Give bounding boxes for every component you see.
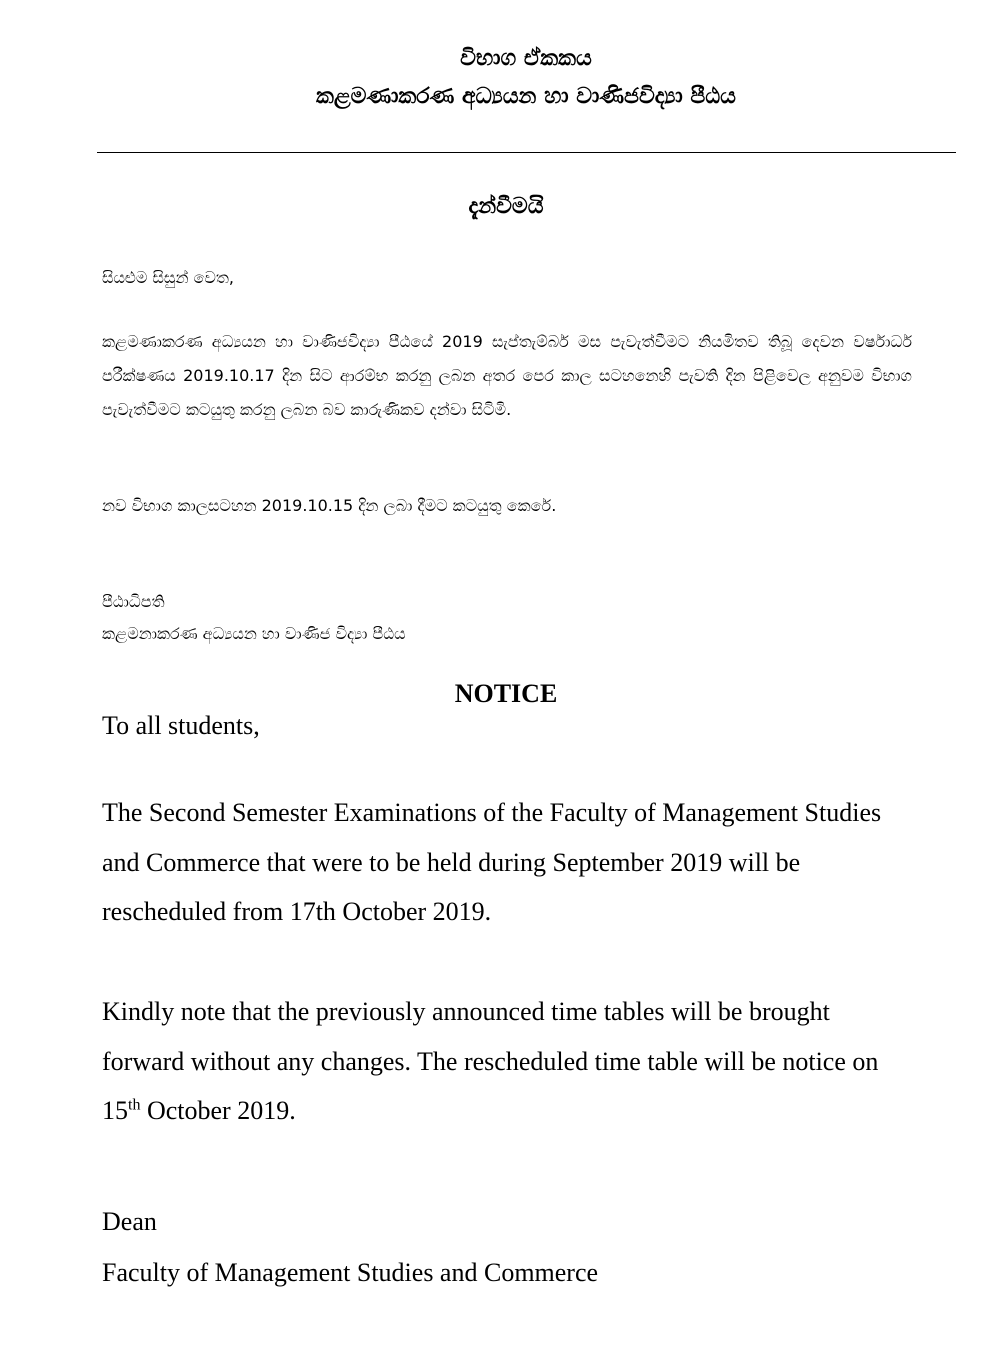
header-examinations-unit: විභාග ඒකකය	[460, 46, 592, 71]
sinhala-paragraph-2: නව විභාග කාලසටහන 2019.10.15 දින ලබා දීමට කටයුතු කෙරේ.	[102, 496, 557, 515]
english-signatory-org: Faculty of Management Studies and Commerce	[102, 1258, 599, 1287]
sinhala-signatory-org: කළමනාකරණ අධ්‍යයන හා වාණිජ විද්‍යා පීඨය	[102, 624, 406, 643]
english-signatory-title: Dean	[102, 1207, 157, 1236]
sinhala-greeting: සියළුම සිසුන් වෙත,	[102, 268, 234, 287]
english-paragraph-2-end: October 2019.	[140, 1096, 296, 1125]
ordinal-suffix: th	[128, 1096, 141, 1114]
english-paragraph-1: The Second Semester Examinations of the Faculty of Management Studies and Commerce that were to be held during September 2019 will be rescheduled from 17th October 2019.	[102, 798, 882, 926]
sinhala-notice-title: දැන්වීමයි	[468, 194, 544, 219]
header-divider	[97, 152, 956, 153]
header-faculty-name: කළමණාකරණ අධ්‍යයන හා වාණිජවිද්‍යා පීඨය	[316, 84, 736, 109]
sinhala-signatory-title: පීඨාධිපති	[102, 592, 165, 611]
english-notice-title: NOTICE	[454, 679, 558, 708]
english-greeting: To all students,	[102, 711, 260, 740]
english-paragraph-2	[102, 987, 912, 1136]
english-paragraph-2-main: Kindly note that the previously announced time tables will be brought forward without any changes. The rescheduled time table will be notice on 15	[102, 997, 879, 1125]
sinhala-paragraph-1: කළමණාකරණ අධ්‍යයන හා වාණිජවිද්‍යා පීඨයේ 2019 සැප්තැම්බර් මස පැවැත්වීමට නියමිතව තිබූ දෙවන වර්ෂාර්ධ පරීක්ෂණය 2019.10.17 දින සිට ආරම්භ කරනු ලබන අතර පෙර කාල සටහනෙහි පැවති දින පිළිවෙල අනුවම විභාග පැවැත්වීමට කටයුතු කරනු ලබන බව කාරුණිකව දන්වා සිටිමි.	[102, 332, 912, 419]
